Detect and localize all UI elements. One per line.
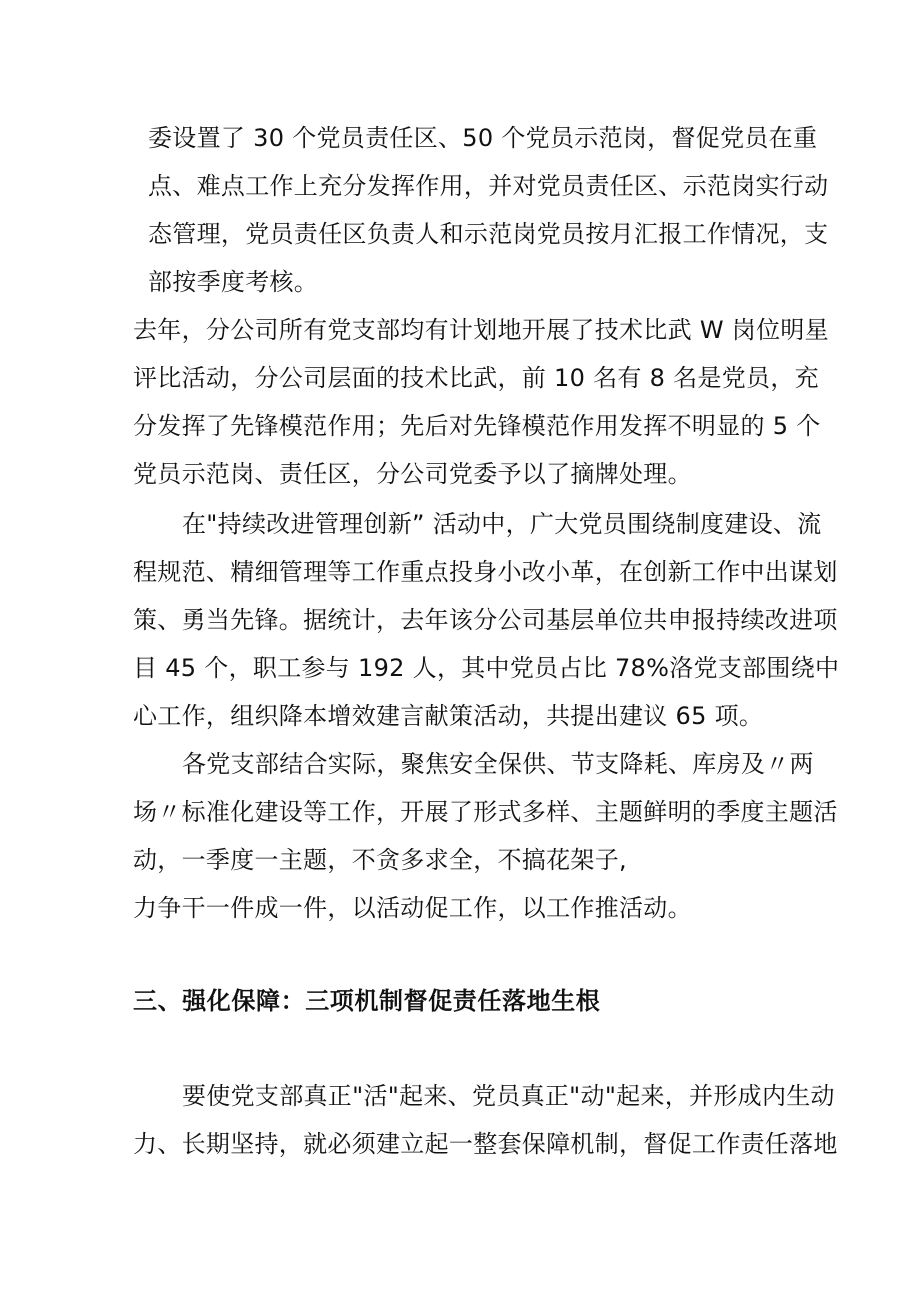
text-line: 委设置了 30 个党员责任区、50 个党员示范岗，督促党员在重 (148, 124, 818, 152)
text-line: 部按季度考核。 (148, 268, 319, 296)
text-line: 评比活动，分公司层面的技术比武，前 10 名有 8 名是党员，充 (133, 364, 819, 392)
text-line: 心工作，组织降本增效建言献策活动，共提出建议 65 项。 (133, 702, 764, 730)
text-line: 力、长期坚持，就必须建立起一整套保障机制，督促工作责任落地 (133, 1130, 838, 1158)
text-line: 动，一季度一主题，不贪多求全，不搞花架子, (133, 846, 627, 874)
text-line: 程规范、精细管理等工作重点投身小改小革，在创新工作中出谋划 (133, 558, 838, 586)
text-line: 力争干一件成一件，以活动促工作，以工作推活动。 (133, 894, 692, 922)
section-heading: 三、强化保障：三项机制督促责任落地生根 (133, 987, 601, 1015)
text-line: 点、难点工作上充分发挥作用，并对党员责任区、示范岗实行动 (148, 172, 829, 200)
text-line: 在"持续改进管理创新” 活动中，广大党员围绕制度建设、流 (182, 510, 822, 538)
text-line: 党员示范岗、责任区，分公司党委予以了摘牌处理。 (133, 460, 692, 488)
text-line: 态管理，党员责任区负责人和示范岗党员按月汇报工作情况，支 (148, 220, 829, 248)
text-line: 分发挥了先锋模范作用；先后对先锋模范作用发挥不明显的 5 个 (133, 412, 821, 440)
text-line: 要使党支部真正"活"起来、党员真正"动"起来，并形成内生动 (182, 1082, 835, 1110)
text-line: 场〃标准化建设等工作，开展了形式多样、主题鲜明的季度主题活 (133, 798, 838, 826)
text-line: 去年，分公司所有党支部均有计划地开展了技术比武 W 岗位明星 (133, 316, 829, 344)
text-line: 策、勇当先锋。据统计，去年该分公司基层单位共申报持续改进项 (133, 606, 838, 634)
text-line: 各党支部结合实际，聚焦安全保供、节支降耗、库房及〃两 (182, 750, 814, 778)
text-line: 目 45 个，职工参与 192 人，其中党员占比 78%洛党支部围绕中 (133, 654, 840, 682)
